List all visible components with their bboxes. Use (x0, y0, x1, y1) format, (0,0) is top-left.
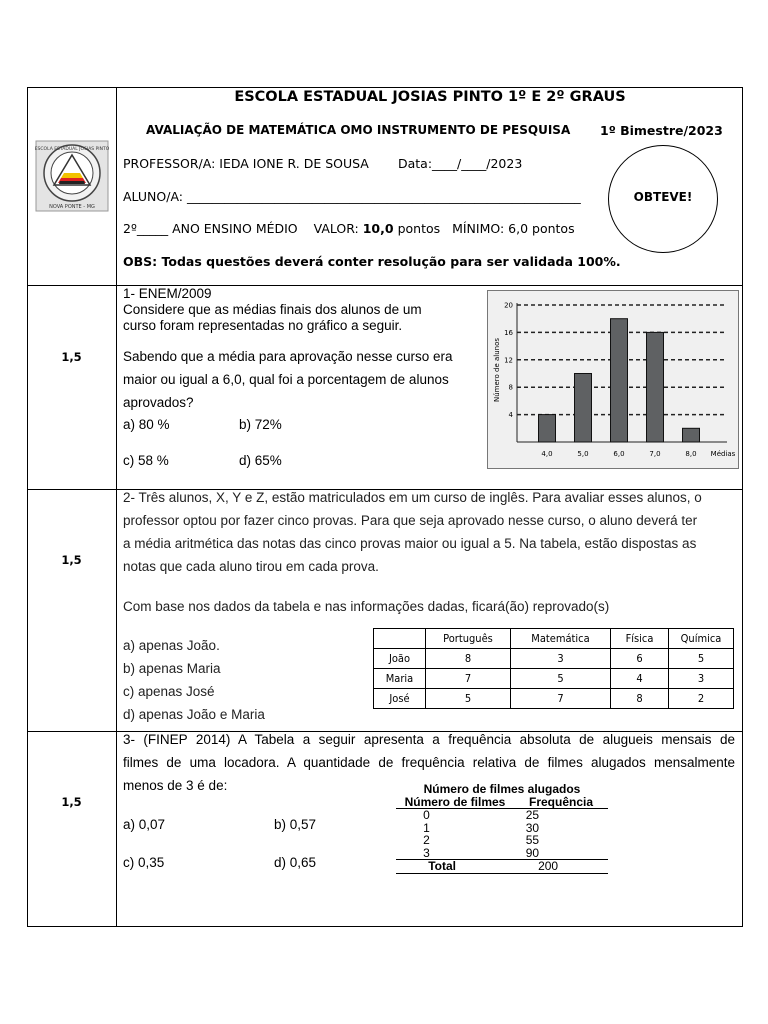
q2-statement (123, 486, 702, 578)
q2-table-row (374, 649, 734, 669)
chart-xtick-label: 4,0 (541, 450, 553, 458)
q2-score: 1,5 (61, 553, 82, 567)
q2-grade-cell: 7 (511, 689, 611, 709)
q3-option-b[interactable]: b) 0,57 (274, 817, 317, 832)
q1-question (123, 345, 452, 414)
q3-statement-line: menos de 3 é de: (123, 778, 228, 793)
evaluation-title: AVALIAÇÃO DE MATEMÁTICA OMO INSTRUMENTO DE PESQUISA (146, 123, 571, 137)
q1-line1: Considere que as médias finais dos alunos de um (123, 302, 422, 317)
q3-option-c[interactable]: c) 0,35 (123, 855, 165, 870)
svg-text:ESCOLA ESTADUAL JOSIAS PINTO: ESCOLA ESTADUAL JOSIAS PINTO (34, 147, 110, 152)
value-label: VALOR: (313, 221, 359, 236)
q2-grade-cell: 8 (426, 649, 511, 669)
q2-student-name: Maria (374, 669, 426, 689)
minimum-label: MÍNIMO: 6,0 pontos (452, 221, 575, 236)
q3-table-total (396, 859, 608, 874)
q2-student-name: José (374, 689, 426, 709)
chart-ytick-label: 20 (504, 301, 513, 310)
q2-table-header-cell: Química (669, 629, 734, 649)
q2-table-header-cell: Matemática (511, 629, 611, 649)
chart-xtick-label: 7,0 (649, 450, 661, 458)
q1-option-b[interactable]: b) 72% (239, 417, 282, 432)
q1-question-line3: aprovados? (123, 395, 194, 410)
q1-option-d[interactable]: d) 65% (239, 453, 282, 468)
obtained-label: OBTEVE! (633, 190, 693, 204)
q3-films-cell: 2 (423, 833, 430, 847)
chart-xtick-label: 8,0 (685, 450, 697, 458)
term-label: 1º Bimestre/2023 (600, 123, 723, 138)
school-logo (34, 140, 110, 212)
q2-grades-table-wrap (373, 628, 734, 709)
q2-table-header-row (374, 629, 734, 649)
q3-table-row (396, 847, 608, 860)
chart-ytick-label: 8 (508, 383, 513, 392)
chart-bar (575, 374, 592, 443)
q3-statement-line: filmes de uma locadora. A quantidade de frequência relativa de filmes alugados mensalmente (123, 755, 735, 770)
value-unit: pontos (397, 221, 441, 236)
chart-ylabel: Número de alunos (493, 337, 501, 403)
q2-prompt: Com base nos dados da tabela e nas informações dadas, ficará(ão) reprovado(s) (123, 599, 610, 614)
q3-table-row (396, 809, 608, 822)
q2-grade-cell: 6 (611, 649, 669, 669)
chart-ytick-label: 16 (504, 328, 513, 337)
q3-total-label: Total (428, 859, 456, 873)
q2-statement-line: professor optou por fazer cinco provas. Para que seja aprovado nesse curso, o aluno deverá ter (123, 513, 698, 528)
q3-table-caption: Número de filmes alugados (423, 782, 581, 796)
chart-ytick-label: 4 (508, 411, 513, 420)
chart-bar (539, 415, 556, 442)
q1-title: 1- ENEM/2009 (123, 286, 212, 301)
q2-option-c[interactable]: c) apenas José (123, 684, 215, 699)
q2-grades-table (373, 628, 734, 709)
q2-option-d[interactable]: d) apenas João e Maria (123, 707, 265, 722)
q2-table-header-cell (374, 629, 426, 649)
observation: OBS: Todas questões deverá conter resolução para ser validada 100%. (123, 254, 621, 269)
q2-statement-line: a média aritmética das notas das cinco provas maior ou igual a 5. Na tabela, estão dispostas as (123, 536, 697, 551)
q1-question-line2: maior ou igual a 6,0, qual foi a porcentagem de alunos (123, 372, 449, 387)
date-field[interactable]: Data:____/____/2023 (398, 156, 523, 171)
chart-bar (611, 319, 628, 442)
q3-frequency-cell: 25 (525, 808, 540, 822)
q1-question-line1: Sabendo que a média para aprovação nesse curso era (123, 349, 453, 364)
q3-table-row (396, 834, 608, 847)
q3-films-cell: 0 (423, 808, 430, 822)
q3-films-cell: 1 (423, 820, 430, 835)
q1-option-a[interactable]: a) 80 % (123, 417, 170, 432)
q2-table-header-cell: Português (426, 629, 511, 649)
value-number: 10,0 (362, 221, 394, 236)
chart-xtick-label: 5,0 (577, 450, 589, 458)
chart-bar (647, 332, 664, 442)
q1-statement (123, 286, 422, 334)
q2-student-name: João (374, 649, 426, 669)
q2-options (123, 634, 265, 726)
q3-frequency-cell: 90 (525, 845, 540, 860)
q2-grade-cell: 3 (669, 669, 734, 689)
q3-option-a[interactable]: a) 0,07 (123, 817, 166, 832)
q2-table-row (374, 689, 734, 709)
q3-frequency-table (396, 783, 608, 874)
q3-table-body (396, 809, 608, 859)
q2-grade-cell: 5 (511, 669, 611, 689)
q2-grade-cell: 7 (426, 669, 511, 689)
teacher-label: PROFESSOR/A: IEDA IONE R. DE SOUSA (123, 156, 369, 171)
school-name: ESCOLA ESTADUAL JOSIAS PINTO 1º E 2º GRAUS (234, 89, 626, 105)
q2-grade-cell: 5 (426, 689, 511, 709)
chart-xlabel: Médias (710, 450, 736, 458)
q1-option-c[interactable]: c) 58 % (123, 453, 169, 468)
q2-table-header-cell: Física (611, 629, 669, 649)
q2-statement-line: 2- Três alunos, X, Y e Z, estão matriculados em um curso de inglês. Para avaliar esses alunos, o (123, 490, 702, 505)
q2-grade-cell: 3 (511, 649, 611, 669)
score-column-divider (116, 87, 117, 927)
q3-statement-line: 3- (FINEP 2014) A Tabela a seguir apresenta a frequência absoluta de alugueis mensais de (123, 732, 735, 747)
svg-text:NOVA PONTE - MG: NOVA PONTE - MG (49, 204, 95, 210)
q2-grade-cell: 4 (611, 669, 669, 689)
q3-films-cell: 3 (423, 845, 430, 860)
chart-ytick-label: 12 (504, 356, 513, 365)
q2-grade-cell: 2 (669, 689, 734, 709)
chart-bar (683, 428, 700, 442)
q2-option-b[interactable]: b) apenas Maria (123, 661, 221, 676)
q3-total-value: 200 (538, 859, 559, 873)
q3-table-header (396, 796, 608, 810)
q2-table-row (374, 669, 734, 689)
q2-option-a[interactable]: a) apenas João. (123, 638, 220, 653)
q3-header-films: Número de filmes (404, 794, 506, 809)
q1-chart (487, 290, 739, 469)
q3-score: 1,5 (61, 795, 82, 809)
q1-score: 1,5 (61, 350, 82, 364)
q2-statement-line: notas que cada aluno tirou em cada prova. (123, 559, 379, 574)
q1-chart-svg (487, 290, 739, 469)
chart-xtick-label: 6,0 (613, 450, 625, 458)
grade-field[interactable]: 2º_____ ANO ENSINO MÉDIO (123, 221, 298, 236)
q1-line2: curso foram representadas no gráfico a seguir. (123, 318, 403, 333)
q3-option-d[interactable]: d) 0,65 (274, 855, 317, 870)
q2-grade-cell: 5 (669, 649, 734, 669)
grade-line (123, 221, 575, 236)
q3-frequency-cell: 30 (525, 820, 540, 835)
q3-frequency-cell: 55 (525, 833, 540, 847)
student-name-field[interactable]: ALUNO/A: _______________________________________________________________ (123, 189, 581, 204)
q3-header-frequency: Frequência (528, 794, 594, 809)
q2-grade-cell: 8 (611, 689, 669, 709)
